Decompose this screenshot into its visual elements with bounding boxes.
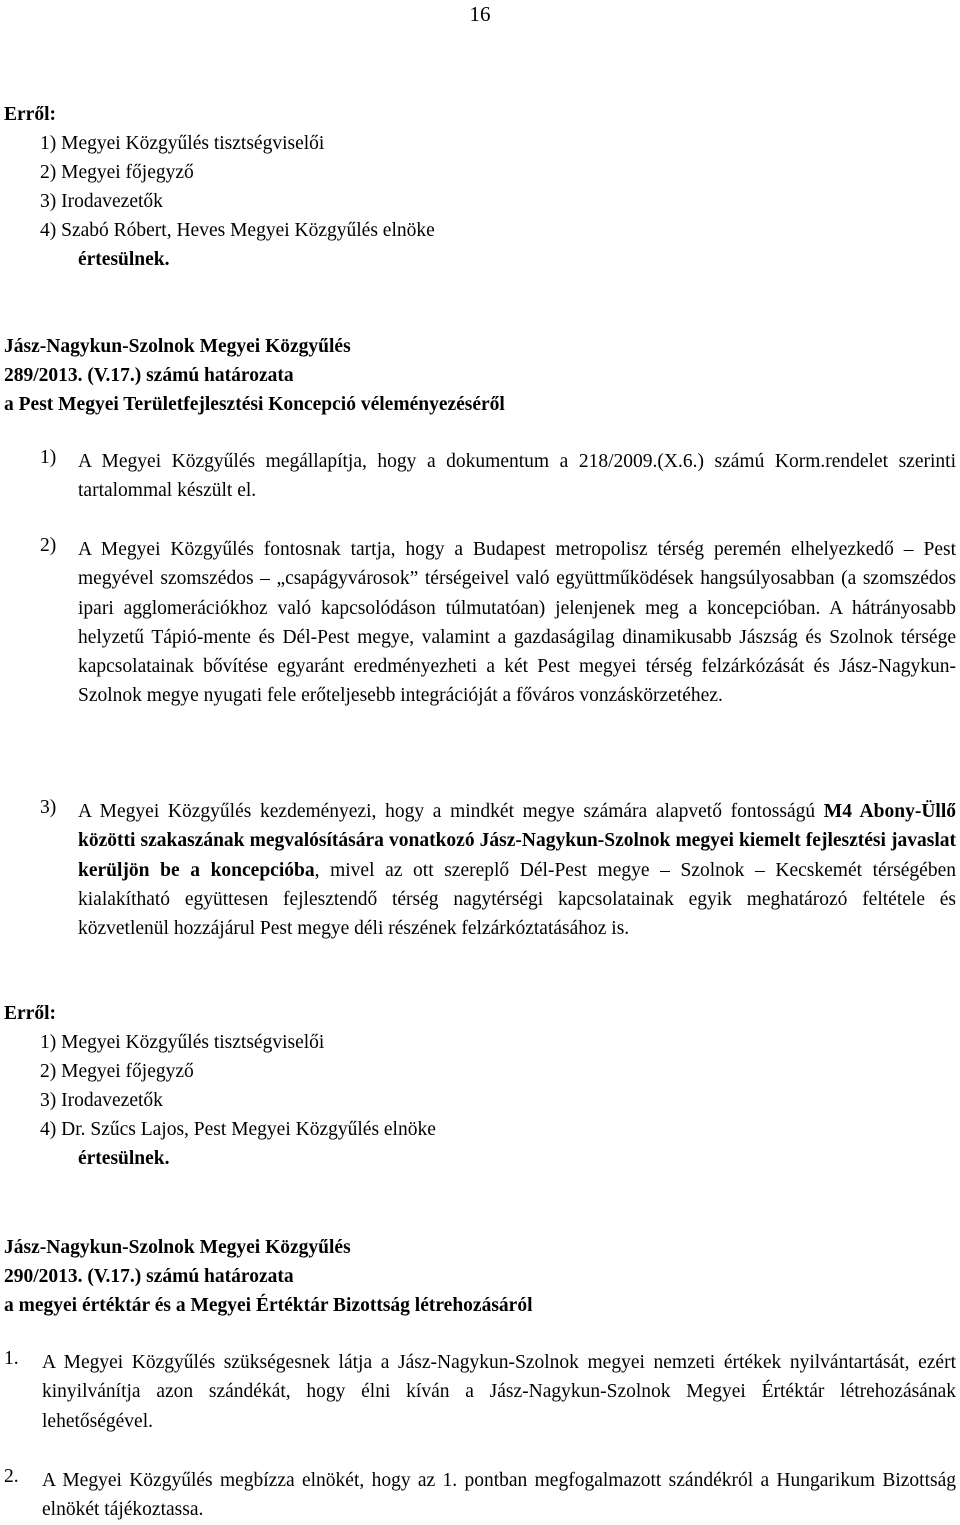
- notify-heading: Erről:: [4, 1003, 56, 1024]
- point-number: 1.: [4, 1348, 19, 1369]
- notify-closing: értesülnek.: [78, 1148, 170, 1169]
- point-text: [78, 797, 956, 943]
- notify-item: 3) Irodavezetők: [40, 1090, 163, 1111]
- resolution-point: [40, 535, 956, 711]
- point-text-end: , mivel az ott szereplő Dél-Pest megye – Szolnok – Kecskemét térségében kialakítható együttesen fejlesztendő térség nagytérségi kapcsolatainak egyik meghatározó feltétele és közvetlenül hozzájárul Pest megye déli részének felzárkóztatásához is.: [78, 859, 956, 940]
- point-text-start: A Megyei Közgyűlés kezdeményezi, hogy a mindkét megye számára alapvető fontosságú: [78, 801, 824, 822]
- resolution-point: [4, 1348, 956, 1436]
- page-number: 16: [469, 2, 491, 26]
- point-number: 1): [40, 447, 57, 468]
- point-number: 2.: [4, 1466, 19, 1487]
- notify-item: 4) Dr. Szűcs Lajos, Pest Megyei Közgyűlés elnöke: [40, 1119, 436, 1140]
- notify-item: 3) Irodavezetők: [40, 191, 163, 212]
- point-text-emphasis: M4 Abony-Üllő közötti szakaszának megvalósítására vonatkozó Jász-Nagykun-Szolnok megyei kiemelt fejlesztési javaslat kerüljön be a koncepcióba: [78, 801, 956, 881]
- point-number: 3): [40, 797, 57, 818]
- notify-item: 4) Szabó Róbert, Heves Megyei Közgyűlés elnöke: [40, 220, 435, 241]
- notify-item: 2) Megyei főjegyző: [40, 162, 194, 183]
- resolution-title: a Pest Megyei Területfejlesztési Koncepció véleményezéséről: [4, 394, 505, 415]
- notify-item: 1) Megyei Közgyűlés tisztségviselői: [40, 133, 325, 154]
- notify-item: 1) Megyei Közgyűlés tisztségviselői: [40, 1032, 325, 1053]
- point-text: A Megyei Közgyűlés megbízza elnökét, hogy az 1. pontban megfogalmazott szándékról a Hungarikum Bizottság elnökét tájékoztassa.: [42, 1470, 956, 1521]
- resolution-point: [4, 1466, 956, 1525]
- resolution-number: 289/2013. (V.17.) számú határozata: [4, 365, 294, 386]
- point-text: A Megyei Közgyűlés megállapítja, hogy a dokumentum a 218/2009.(X.6.) számú Korm.rendelet szerinti tartalommal készült el.: [78, 451, 956, 502]
- point-text: A Megyei Közgyűlés szükségesnek látja a Jász-Nagykun-Szolnok megyei nemzeti értékek nyilvántartását, ezért kinyilvánítja azon szándékát, hogy élni kíván a Jász-Nagykun-Szolnok Megyei Értéktár létrehozásának lehetőségével.: [42, 1352, 956, 1432]
- notify-heading: Erről:: [4, 104, 56, 125]
- resolution-title: a megyei értéktár és a Megyei Értéktár Bizottság létrehozásáról: [4, 1295, 533, 1316]
- resolution-number: 290/2013. (V.17.) számú határozata: [4, 1266, 294, 1287]
- notify-closing: értesülnek.: [78, 249, 170, 270]
- resolution-point: [40, 447, 956, 506]
- resolution-body: Jász-Nagykun-Szolnok Megyei Közgyűlés: [4, 336, 351, 357]
- notify-item: 2) Megyei főjegyző: [40, 1061, 194, 1082]
- point-text: A Megyei Közgyűlés fontosnak tartja, hogy a Budapest metropolisz térség peremén elhelyezkedő – Pest megyével szomszédos – „csapágyvárosok” térségeivel való együttműködések hangsúlyosabban (a szomszédos ipari agglomerációkhoz való kapcsolódáson túlmutatóan) jelenjenek meg a koncepcióban. A hátrányosabb helyzetű Tápió-mente és Dél-Pest megye, valamint a gazdaságilag dinamikusabb Jászság és Szolnok térsége kapcsolatainak bővítése egyaránt eredményezheti a két Pest megyei térség felzárkózását és Jász-Nagykun-Szolnok megye nyugati fele erőteljesebb integrációját a főváros vonzáskörzetéhez.: [78, 539, 956, 707]
- point-number: 2): [40, 535, 57, 556]
- resolution-body: Jász-Nagykun-Szolnok Megyei Közgyűlés: [4, 1237, 351, 1258]
- resolution-point: [40, 797, 956, 943]
